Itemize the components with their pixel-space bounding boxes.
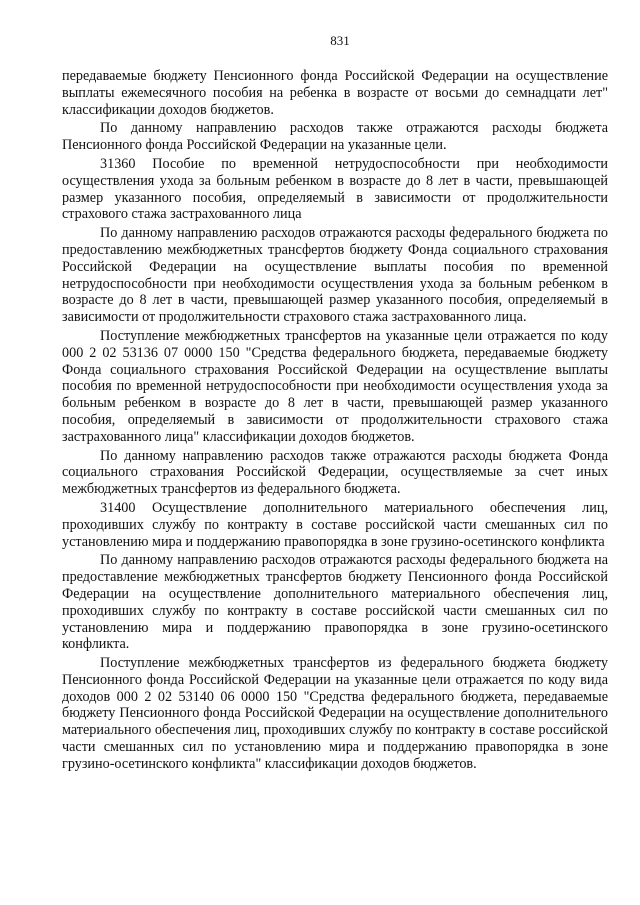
section-heading-31400: 31400 Осуществление дополнительного материального обеспечения лиц, проходивших службу по контракту в составе российской части смешанных сил по установлению мира и поддержанию правопорядка в зоне грузино-осетинского конфликта xyxy=(62,499,608,550)
paragraph: По данному направлению расходов также отражаются расходы бюджета Пенсионного фонда Российской Федерации на указанные цели. xyxy=(62,120,608,154)
paragraph: Поступление межбюджетных трансфертов из федерального бюджета бюджету Пенсионного фонда Российской Федерации на указанные цели отражается по коду вида доходов 000 2 02 53140 06 0000 150 "Средства федерального бюджета, передаваемые бюджету Пенсионного фонда Российской Федерации на осуществление дополнительного материального обеспечения лиц, проходивших службу по контракту в составе российской части смешанных сил по установлению мира и поддержанию правопорядка в зоне грузино-осетинского конфликта" классификации доходов бюджетов. xyxy=(62,655,608,772)
paragraph: Поступление межбюджетных трансфертов на указанные цели отражается по коду 000 2 02 53136 07 0000 150 "Средства федерального бюджета, передаваемые бюджету Фонда социального страхования Российской Федерации на осуществление выплаты пособия по временной нетрудоспособности при необходимости осуществления ухода за больным ребенком в возрасте до 8 лет в части, превышающей размер указанного пособия, определяемый в зависимости от продолжительности страхового стажа застрахованного лица" классификации доходов бюджетов. xyxy=(62,327,608,445)
paragraph: По данному направлению расходов отражаются расходы федерального бюджета на предоставление межбюджетных трансфертов бюджету Пенсионного фонда Российской Федерации на осуществление дополнительного материального обеспечения лиц, проходивших службу по контракту в составе российской части смешанных сил по установлению мира и поддержанию правопорядка в зоне грузино-осетинского конфликта. xyxy=(62,552,608,653)
page-number: 831 xyxy=(330,33,350,48)
paragraph: По данному направлению расходов также отражаются расходы бюджета Фонда социального страхования Российской Федерации, осуществляемые за счет иных межбюджетных трансфертов из федерального бюджета. xyxy=(62,447,608,498)
paragraph: По данному направлению расходов отражаются расходы федерального бюджета по предоставлению межбюджетных трансфертов бюджету Фонда социального страхования Российской Федерации на осуществление выплаты пособия по временной нетрудоспособности при необходимости осуществления ухода за больным ребенком в возрасте до 8 лет в части, превышающей размер указанного пособия, определяемый в зависимости от продолжительности страхового стажа застрахованного лица. xyxy=(62,225,608,326)
paragraph-continuation: передаваемые бюджету Пенсионного фонда Российской Федерации на осуществление выплаты ежемесячного пособия на ребенка в возрасте от восьми до семнадцати лет" классификации доходов бюджетов. xyxy=(62,68,608,118)
section-heading-31360: 31360 Пособие по временной нетрудоспособности при необходимости осуществления ухода за больным ребенком в возрасте до 8 лет в части, превышающей размер указанного пособия, определяемый в зависимости от продолжительности страхового стажа застрахованного лица xyxy=(62,155,608,223)
